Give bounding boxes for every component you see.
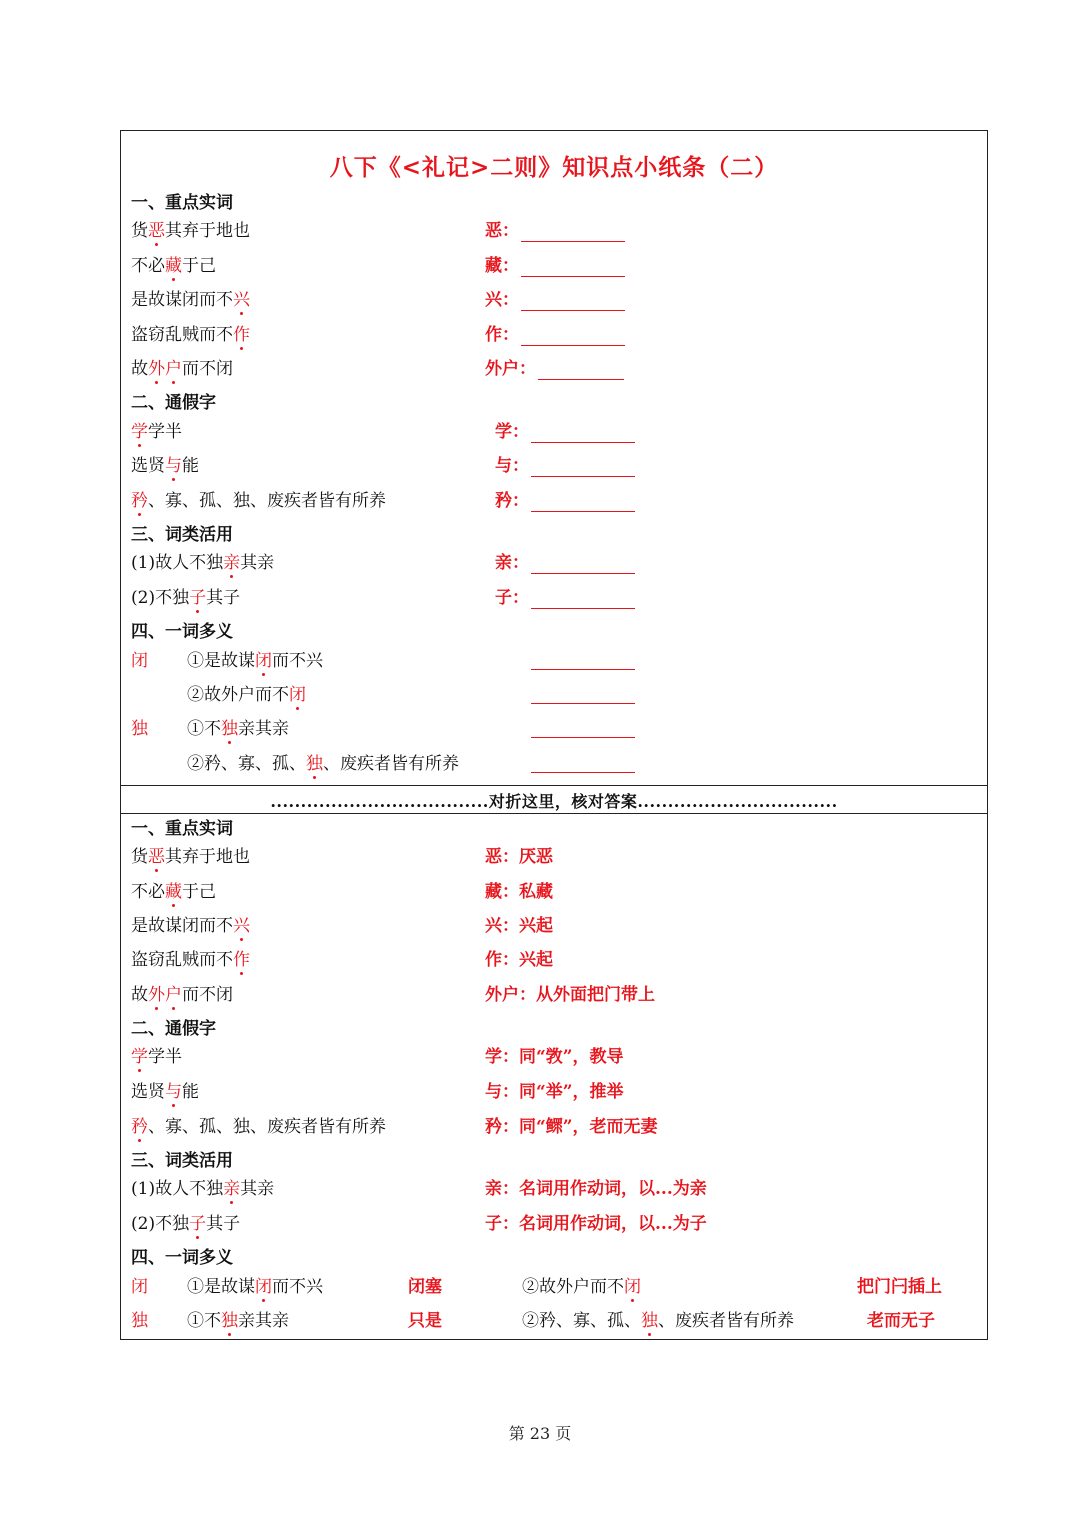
answer-blank (531, 772, 635, 773)
text: (2)不独 (131, 1214, 190, 1234)
answer: 同“举”，推举 (519, 1082, 624, 1102)
answer: 名词用作动词，以...为子 (519, 1214, 707, 1234)
answer-blank (531, 458, 635, 477)
text: 亲其亲 (238, 1311, 289, 1331)
key-char: 闭 (624, 1277, 641, 1297)
a-sentence-3 (131, 915, 250, 937)
text: ①是故谋 (187, 651, 255, 671)
a-polysemy-bi-2 (522, 1276, 641, 1298)
key-char: 独 (221, 1311, 238, 1331)
text: 是故谋闭而不 (131, 290, 233, 310)
a-sentence-4 (131, 949, 250, 971)
label: 矜： (485, 1117, 519, 1137)
q-word-class-2 (131, 587, 240, 609)
label: 亲： (495, 553, 529, 573)
key-char: 作 (233, 325, 250, 345)
q-sentence-5 (131, 358, 233, 380)
q-answer-5 (485, 358, 624, 380)
label: 亲： (485, 1179, 519, 1199)
text: 不必 (131, 882, 165, 902)
a-sentence-2 (131, 881, 216, 903)
q-word-class-1 (131, 552, 274, 574)
key-char: 与 (165, 456, 182, 476)
text: 学半 (148, 422, 182, 442)
q-polysemy-char-du: 独 (131, 719, 148, 739)
key-char: 闭 (255, 1277, 272, 1297)
answer-blank (538, 361, 624, 380)
page-number: 第 23 页 (508, 1424, 572, 1443)
q-tongjia-answer-1 (495, 421, 635, 443)
text: ①不 (187, 1311, 221, 1331)
q-sentence-1 (131, 220, 250, 242)
text: 能 (182, 456, 199, 476)
key-char: 与 (165, 1082, 182, 1102)
text: 其亲 (240, 1179, 275, 1199)
text: 亲其亲 (238, 719, 289, 739)
q-section-polysemy: 四、一词多义 (131, 622, 233, 642)
a-word-class-answer-2 (485, 1213, 707, 1235)
answer-blank (531, 555, 635, 574)
a-answer-3 (485, 915, 553, 937)
key-char: 闭 (289, 685, 306, 705)
key-char: 兴 (233, 290, 250, 310)
fold-line-text: ....................................对折这里，核对答案................................. (270, 792, 838, 811)
q-answer-4 (485, 324, 625, 346)
answer: 同“鳏”，老而无妻 (519, 1117, 658, 1137)
q-answer-3 (485, 289, 625, 311)
text: ①不 (187, 719, 221, 739)
label: 子： (485, 1214, 519, 1234)
q-sentence-3 (131, 289, 250, 311)
a-polysemy-bi-answer-1: 闭塞 (408, 1277, 442, 1297)
q-word-class-answer-1 (495, 552, 635, 574)
text: 于己 (182, 256, 216, 276)
text: 而不闭 (182, 359, 233, 379)
sheet-title: 八下《<礼记>二则》知识点小纸条（二） (329, 154, 779, 181)
label: 与： (495, 456, 529, 476)
text: 其子 (206, 588, 241, 608)
a-answer-2 (485, 881, 553, 903)
label: 学： (485, 1047, 519, 1067)
a-polysemy-bi-answer-2: 把门闩插上 (857, 1277, 942, 1297)
answer-blank (521, 258, 625, 277)
fold-line (121, 785, 987, 814)
text: 而不兴 (272, 1277, 323, 1297)
a-polysemy-du-1 (187, 1310, 289, 1332)
key-char: 兴 (233, 916, 250, 936)
a-section-word-class: 三、词类活用 (131, 1151, 233, 1171)
label: 恶： (485, 847, 519, 867)
answer-blank (521, 292, 625, 311)
key-char: 独 (641, 1311, 658, 1331)
text: 能 (182, 1082, 199, 1102)
a-polysemy-du-answer-2: 老而无子 (867, 1311, 935, 1331)
key-char: 独 (306, 754, 323, 774)
text: 于己 (182, 882, 216, 902)
text: ①是故谋 (187, 1277, 255, 1297)
answer-blank (521, 223, 625, 242)
label: 作： (485, 950, 519, 970)
a-tongjia-3 (131, 1116, 386, 1138)
key-char: 矜 (131, 491, 148, 511)
a-answer-1 (485, 846, 553, 868)
a-polysemy-du-answer-1: 只是 (408, 1311, 442, 1331)
text: 、寡、孤、独、废疾者皆有所养 (148, 1117, 386, 1137)
a-word-class-answer-1 (485, 1178, 707, 1200)
label: 外户： (485, 359, 536, 379)
label: 矜： (495, 491, 529, 511)
key-char: 外 (148, 985, 165, 1005)
text: 、寡、孤、独、废疾者皆有所养 (148, 491, 386, 511)
key-char: 户 (165, 359, 182, 379)
answer: 同“敩”，教导 (519, 1047, 624, 1067)
answer: 名词用作动词，以...为亲 (519, 1179, 707, 1199)
a-sentence-1 (131, 846, 250, 868)
text: ②矜、寡、孤、 (187, 754, 306, 774)
q-tongjia-answer-2 (495, 455, 635, 477)
key-char: 亲 (223, 553, 241, 573)
text: ②故外户而不 (522, 1277, 624, 1297)
q-polysemy-bi-2 (187, 684, 306, 706)
answer-blank (521, 327, 625, 346)
answer-blank (531, 703, 635, 704)
q-tongjia-1 (131, 421, 182, 443)
text: 选贤 (131, 456, 165, 476)
a-sentence-5 (131, 984, 233, 1006)
answer-blank (531, 669, 635, 670)
text: 是故谋闭而不 (131, 916, 233, 936)
key-char: 恶 (148, 847, 165, 867)
key-char: 学 (131, 1047, 148, 1067)
text: 盗窃乱贼而不 (131, 325, 233, 345)
q-tongjia-answer-3 (495, 490, 635, 512)
answer-blank (531, 424, 635, 443)
q-sentence-4 (131, 324, 250, 346)
q-section-word-class: 三、词类活用 (131, 525, 233, 545)
q-polysemy-du-1 (187, 718, 289, 740)
text: 选贤 (131, 1082, 165, 1102)
q-tongjia-3 (131, 490, 386, 512)
answer-blank (531, 590, 635, 609)
label: 恶： (485, 221, 519, 241)
a-tongjia-answer-2 (485, 1081, 624, 1103)
key-char: 独 (221, 719, 238, 739)
a-polysemy-du-2 (522, 1310, 794, 1332)
text: 其子 (206, 1214, 241, 1234)
key-char: 作 (233, 950, 250, 970)
label: 与： (485, 1082, 519, 1102)
q-sentence-2 (131, 255, 216, 277)
a-tongjia-answer-3 (485, 1116, 658, 1138)
text: 故 (131, 985, 148, 1005)
key-char: 恶 (148, 221, 165, 241)
q-answer-1 (485, 220, 625, 242)
text: 而不兴 (272, 651, 323, 671)
text: ②矜、寡、孤、 (522, 1311, 641, 1331)
answer: 私藏 (519, 882, 553, 902)
text: 故 (131, 359, 148, 379)
a-tongjia-2 (131, 1081, 199, 1103)
key-char: 子 (189, 588, 207, 608)
q-polysemy-char-bi: 闭 (131, 651, 148, 671)
q-word-class-answer-2 (495, 587, 635, 609)
text: (1)故人不独 (131, 553, 224, 573)
key-char: 亲 (223, 1179, 241, 1199)
a-tongjia-answer-1 (485, 1046, 624, 1068)
q-section-tongjia: 二、通假字 (131, 393, 216, 413)
label: 子： (495, 588, 529, 608)
text: 货 (131, 221, 148, 241)
q-polysemy-bi-1 (187, 650, 323, 672)
a-word-class-2 (131, 1213, 240, 1235)
key-char: 矜 (131, 1117, 148, 1137)
a-polysemy-char-du: 独 (131, 1311, 148, 1331)
text: 而不闭 (182, 985, 233, 1005)
answer-blank (531, 493, 635, 512)
text: 其弃于地也 (165, 221, 250, 241)
text: ②故外户而不 (187, 685, 289, 705)
a-answer-5 (485, 984, 655, 1006)
a-section-key-words: 一、重点实词 (131, 819, 233, 839)
key-char: 外 (148, 359, 165, 379)
key-char: 子 (189, 1214, 207, 1234)
a-polysemy-bi-1 (187, 1276, 323, 1298)
answer: 从外面把门带上 (536, 985, 655, 1005)
text: 其亲 (240, 553, 275, 573)
label: 外户： (485, 985, 536, 1005)
q-tongjia-2 (131, 455, 199, 477)
a-word-class-1 (131, 1178, 274, 1200)
q-answer-2 (485, 255, 625, 277)
label: 兴： (485, 290, 519, 310)
text: 学半 (148, 1047, 182, 1067)
label: 兴： (485, 916, 519, 936)
label: 学： (495, 422, 529, 442)
key-char: 闭 (255, 651, 272, 671)
answer: 兴起 (519, 950, 553, 970)
text: 其弃于地也 (165, 847, 250, 867)
key-char: 藏 (165, 256, 182, 276)
answer: 厌恶 (519, 847, 553, 867)
text: 不必 (131, 256, 165, 276)
text: 、废疾者皆有所养 (658, 1311, 794, 1331)
label: 藏： (485, 256, 519, 276)
a-section-tongjia: 二、通假字 (131, 1019, 216, 1039)
a-tongjia-1 (131, 1046, 182, 1068)
a-section-polysemy: 四、一词多义 (131, 1248, 233, 1268)
label: 作： (485, 325, 519, 345)
text: 货 (131, 847, 148, 867)
answer-blank (531, 737, 635, 738)
key-char: 藏 (165, 882, 182, 902)
a-polysemy-char-bi: 闭 (131, 1277, 148, 1297)
key-char: 户 (165, 985, 182, 1005)
text: (2)不独 (131, 588, 190, 608)
answer: 兴起 (519, 916, 553, 936)
a-answer-4 (485, 949, 553, 971)
q-section-key-words: 一、重点实词 (131, 193, 233, 213)
q-polysemy-du-2 (187, 753, 459, 775)
knowledge-sheet (120, 130, 988, 1340)
text: (1)故人不独 (131, 1179, 224, 1199)
key-char: 学 (131, 422, 148, 442)
text: 盗窃乱贼而不 (131, 950, 233, 970)
text: 、废疾者皆有所养 (323, 754, 459, 774)
label: 藏： (485, 882, 519, 902)
